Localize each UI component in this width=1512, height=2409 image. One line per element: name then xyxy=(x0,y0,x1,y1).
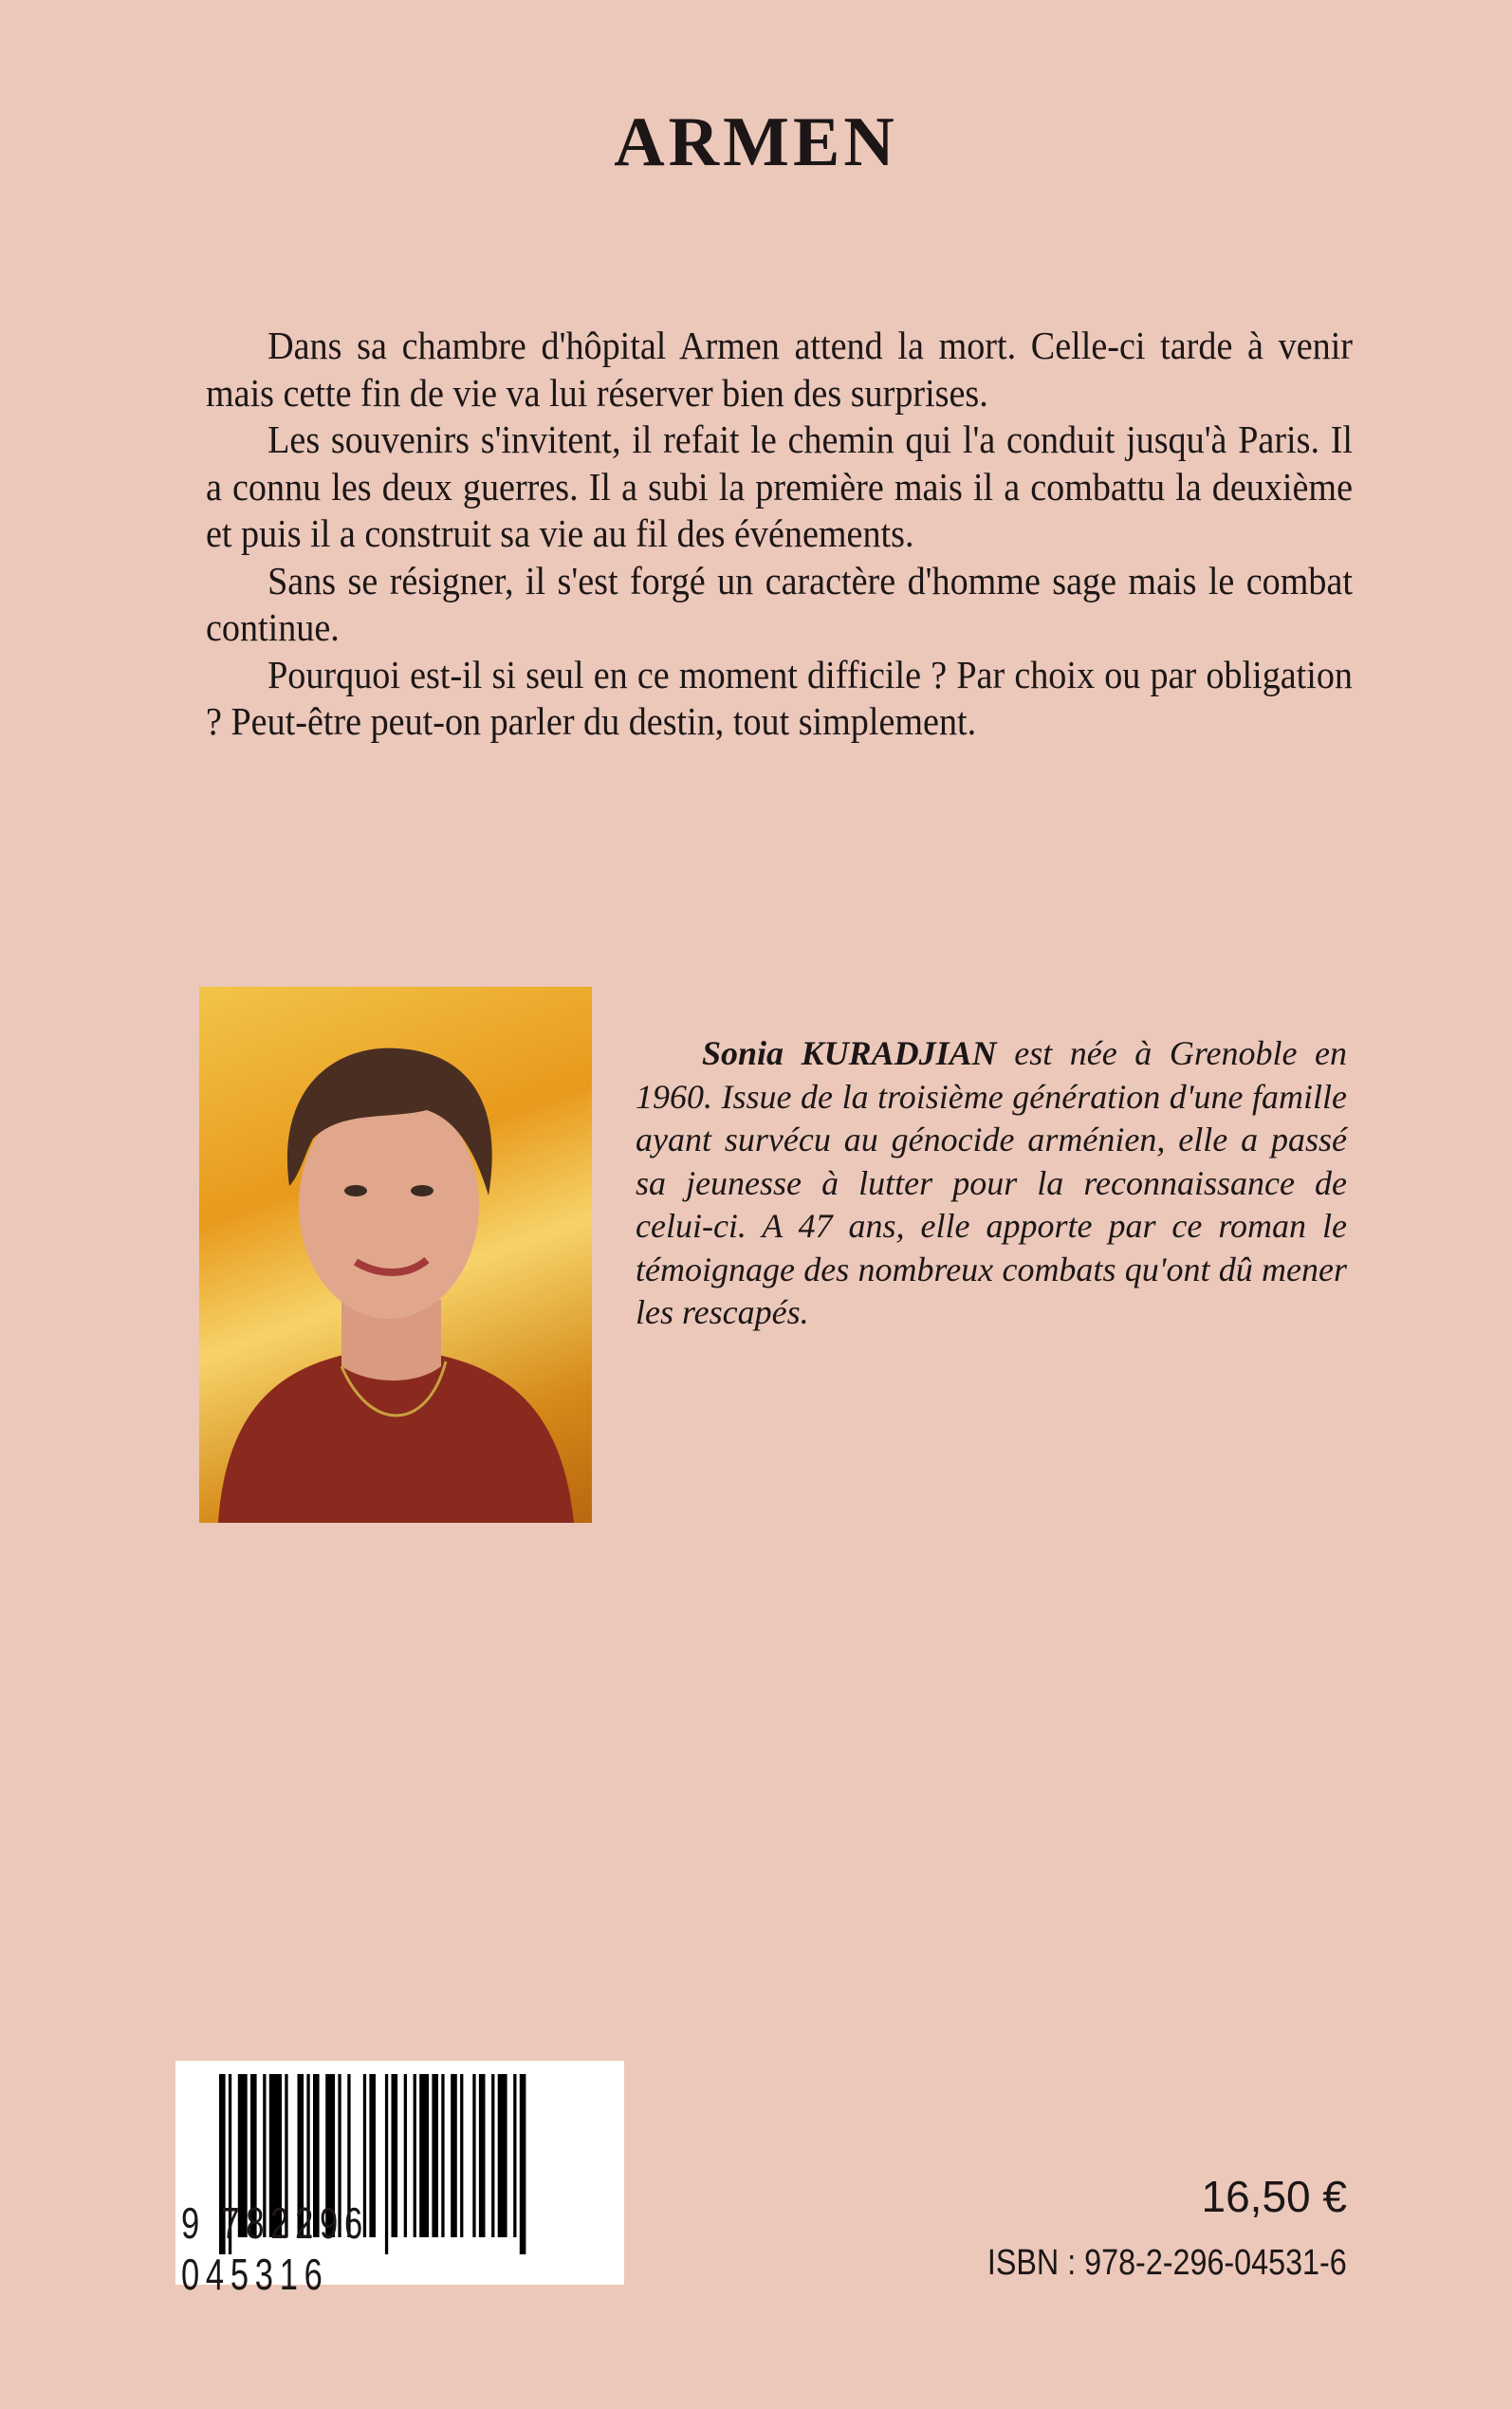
author-photo xyxy=(199,987,592,1523)
book-title: ARMEN xyxy=(614,103,898,181)
author-bio-text: est née à Grenoble en 1960. Issue de la troisième génération d'une famille ayant survécu au génocide arménien, elle a passé sa jeunesse à lutter pour la reconnaissance de celui-ci. A 47 ans, elle apporte par ce roman le témoignage des nombreux combats qu'ont dû mener les rescapés. xyxy=(636,1034,1347,1331)
price: 16,50 € xyxy=(1201,2172,1347,2221)
isbn: ISBN : 978-2-296-04531-6 xyxy=(987,2243,1347,2283)
back-cover-blurb xyxy=(206,323,1353,746)
blurb-paragraph: Sans se résigner, il s'est forgé un caractère d'homme sage mais le combat continue. xyxy=(206,558,1354,649)
barcode xyxy=(175,2061,624,2299)
barcode-bar xyxy=(513,2074,516,2237)
blurb-paragraph: Pourquoi est-il si seul en ce moment difficile ? Par choix ou par obligation ? Peut-être peut-on parler du destin, tout simplement. xyxy=(206,652,1354,743)
author-bio xyxy=(636,1032,1347,1335)
blurb-paragraph: Dans sa chambre d'hôpital Armen attend la mort. Celle-ci tarde à venir mais cette fin de vie va lui réserver bien des surprises. xyxy=(206,324,1354,415)
barcode-bar xyxy=(520,2074,526,2254)
blurb-paragraph: Les souvenirs s'invitent, il refait le chemin qui l'a conduit jusqu'à Paris. Il a connu les deux guerres. Il a subi la première mais il a combattu la deuxième et puis il a construit sa vie au fil des événements. xyxy=(206,417,1354,555)
barcode-digits: 9 782296 045316 xyxy=(181,2198,369,2299)
author-name: Sonia KURADJIAN xyxy=(702,1034,997,1072)
